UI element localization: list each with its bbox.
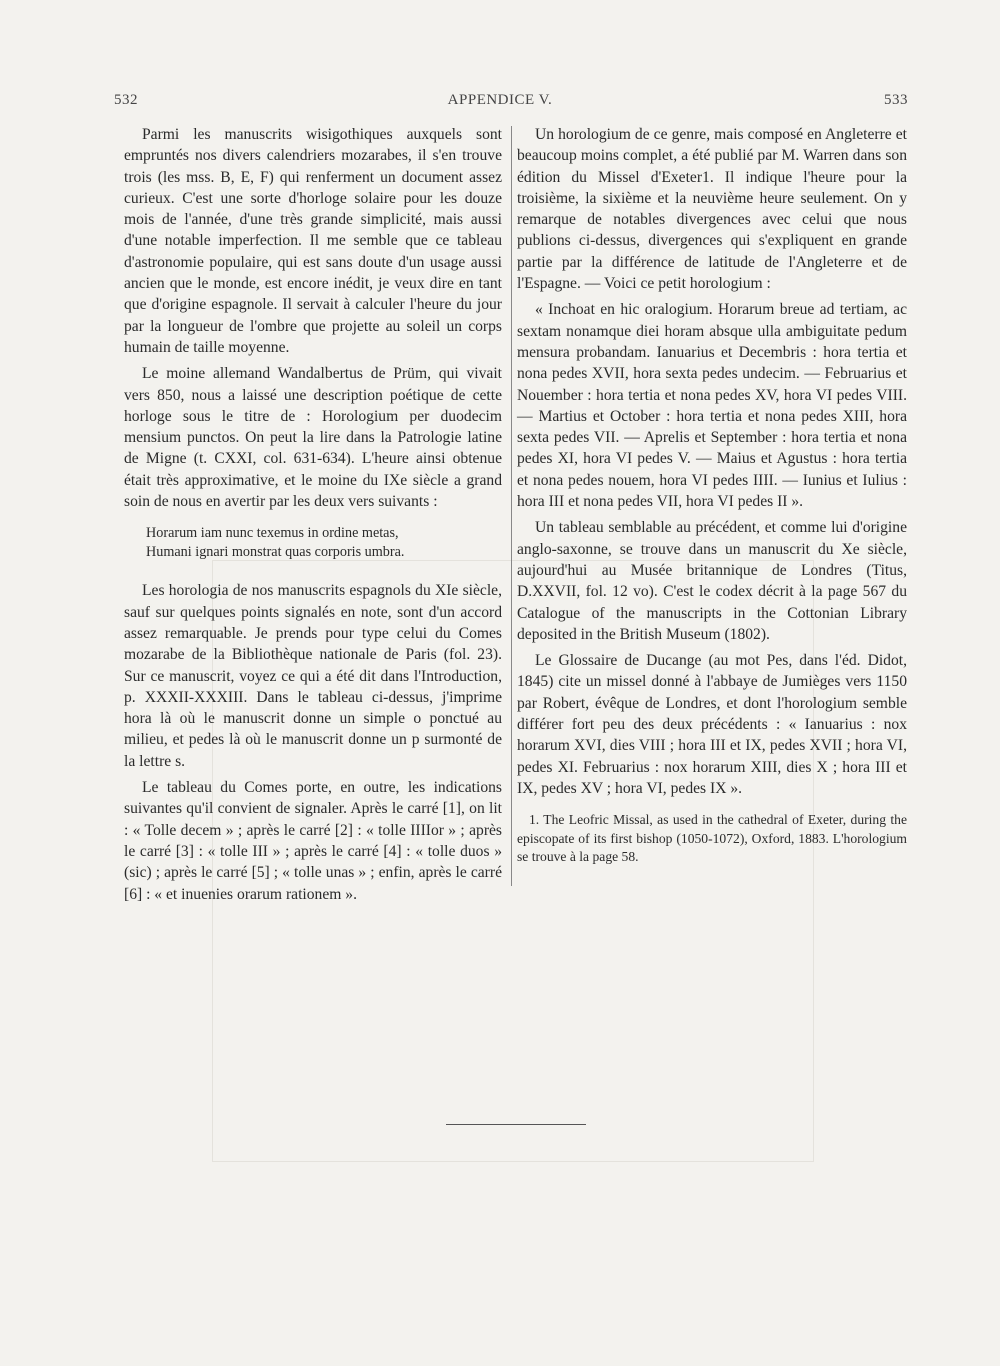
left-column	[124, 124, 502, 905]
verse-quote	[146, 524, 502, 562]
verse-line: Horarum iam nunc texemus in ordine metas,	[146, 525, 399, 542]
end-rule	[446, 1124, 586, 1125]
verse-line: Humani ignari monstrat quas corporis umbra.	[146, 544, 405, 561]
left-page-number: 532	[114, 92, 138, 108]
paragraph: « Inchoat en hic oralogium. Horarum breue ad tertiam, ac sextam nonamque diei horam absque ulla ambiguitate pedum mensura probandam. Ianuarius et Decembris : hora tertia et nona pedes XVII, hora sexta pedes undecim. — Februarius et Nouember : hora tertia et nona pedes XV, hora VI pedes VIII. — Martius et October : hora tertia et nona pedes XIII, hora sexta pedes VII. — Aprelis et September : hora tertia et nona pedes XI, hora VI pedes V. — Maius et Agustus : hora tertia et nona pedes nouem, hora VI pedes IIII. — Iunius et Iulius : hora III et nona pedes VII, hora VI pedes II ».	[517, 301, 907, 511]
right-page-number: 533	[884, 92, 908, 108]
paragraph: Le moine allemand Wandalbertus de Prüm, qui vivait vers 850, nous a laissé une description poétique de cette horloge sous le titre de : Horologium per duodecim mensium punctos. On peut la lire dans la Patrologie latine de Migne (t. CXXI, col. 631-634). L'heure ainsi obtenue était très approximative, et le moine du IXe siècle a grand soin de nous en avertir par les deux vers suivants :	[124, 365, 502, 511]
paragraph: Un horologium de ce genre, mais composé en Angleterre et beaucoup moins complet, a été publié par M. Warren dans son édition du Missel d'Exeter1. Il indique l'heure pour la troisième, la sixième et la neuvième heure seulement. On y remarque de notables divergences avec celui que nous publions ci-dessus, divergences qui s'expliquent en grande partie par la différence de latitude de l'Angleterre et de l'Espagne. — Voici ce petit horologium :	[517, 126, 907, 293]
paragraph: Les horologia de nos manuscrits espagnols du XIe siècle, sauf sur quelques points signalés en note, sont d'un accord assez remarquable. Je prends pour type celui du Comes mozarabe de la Bibliothèque nationale de Paris (fol. 23). Sur ce manuscrit, voyez ce qui a été dit dans l'Introduction, p. XXXII-XXXIII. Dans le tableau ci-dessus, j'imprime hora là où le manuscrit donne un simple o ponctué au milieu, et pedes là où le manuscrit donne un p surmonté de la lettre s.	[124, 582, 502, 770]
paragraph: Le Glossaire de Ducange (au mot Pes, dans l'éd. Didot, 1845) cite un missel donné à l'abbaye de Jumièges vers 1150 par Robert, évêque de Londres, et dont l'horologium semble différer fort peu des deux précédents : « Ianuarius : nox horarum XVI, dies VIII ; hora III et IX, pedes XVII ; hora VI, pedes XI. Februarius : nox horarum XIII, dies X ; hora III et IX, pedes XV ; hora VI, pedes IX ».	[517, 652, 907, 797]
paragraph: Parmi les manuscrits wisigothiques auxquels sont empruntés nos divers calendriers mozarabes, il s'en trouve trois (les mss. B, E, F) qui renferment un document assez curieux. C'est une sorte d'horloge solaire pour les douze mois de l'année, d'une très grande simplicité, mais aussi d'une notable imperfection. Il me semble que ce tableau d'astronomie populaire, qui est sans doute d'un usage aussi ancien que le monde, est encore inédit, je veux dire en tant que d'origine espagnole. Il servait à calculer l'heure du jour par la longueur de l'ombre que projette au soleil un corps humain de taille moyenne.	[124, 126, 502, 356]
running-title: APPENDICE V.	[447, 92, 553, 108]
footnote: 1. The Leofric Missal, as used in the cathedral of Exeter, during the episcopate of its first bishop (1050-1072), Oxford, 1883. L'horologium se trouve à la page 58.	[517, 812, 907, 865]
right-column	[517, 124, 907, 867]
paragraph: Le tableau du Comes porte, en outre, les indications suivantes qu'il convient de signaler. Après le carré [1], on lit : « Tolle decem » ; après le carré [2] : « tolle IIIIor » ; après le carré [3] : « tolle III » ; après le carré [4] : « tolle duos » (sic) ; après le carré [5] ; « tolle unas » ; enfin, après le carré [6] : « et inuenies orarum rationem ».	[124, 779, 502, 903]
column-divider	[511, 126, 512, 886]
paragraph: Un tableau semblable au précédent, et comme lui d'origine anglo-saxonne, se trouve dans un manuscrit du Xe siècle, aujourd'hui au Musée britannique de Londres (Titus, D.XXVII, fol. 12 vo). C'est le codex décrit à la page 567 du Catalogue of the manuscripts in the Cottonian Library deposited in the British Museum (1802).	[517, 519, 907, 643]
